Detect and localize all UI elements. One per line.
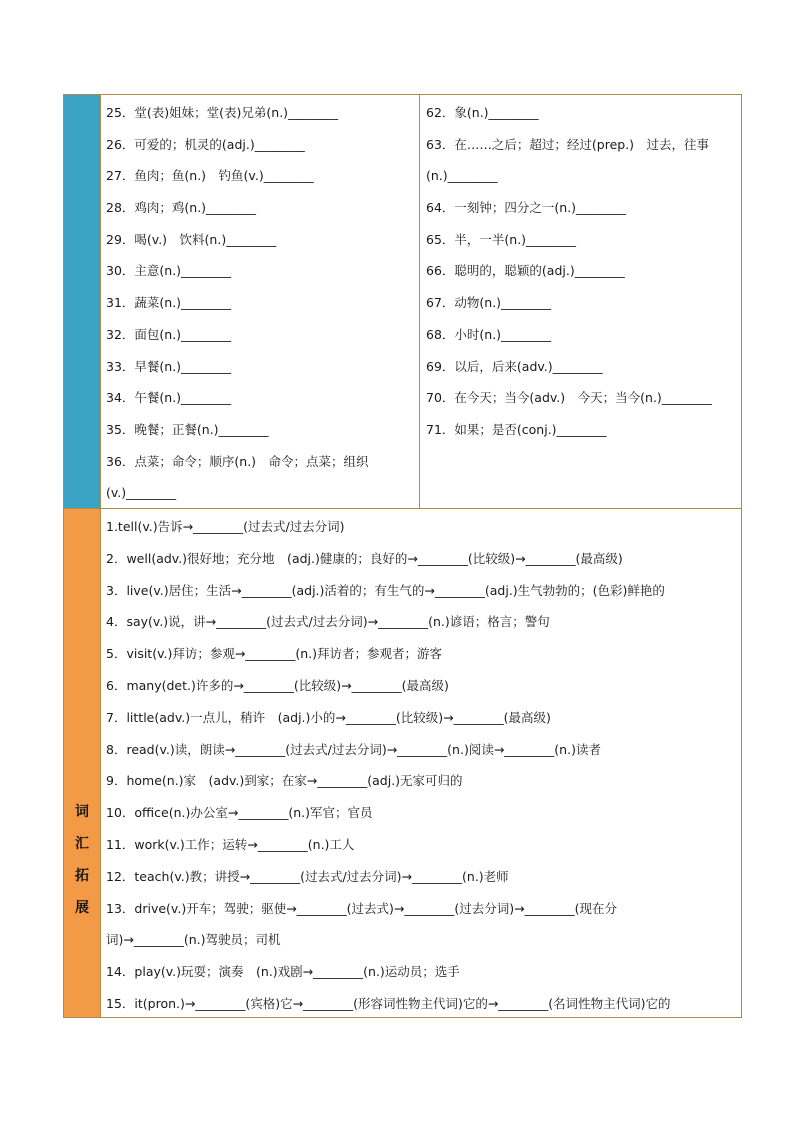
expansion-item: 14．play(v.)玩耍；演奏 (n.)戏剧→________(n.)运动员；选手: [106, 964, 460, 980]
word-item: 32．面包(n.)________: [106, 326, 232, 342]
word-expansion-list: [106, 511, 738, 1020]
expansion-item: 3．live(v.)居住；生活→________(adj.)活着的；有生气的→________(adj.)生气勃勃的；(色彩)鲜艳的: [106, 582, 665, 598]
expansion-item: 1.tell(v.)告诉→________(过去式/过去分词): [106, 519, 345, 534]
word-item-continuation: (n.)________: [426, 168, 498, 184]
word-item: 36．点菜；命令；顺序(n.) 命令；点菜；组织: [106, 453, 369, 469]
expansion-item-continuation: 词)→________(n.)驾驶员；司机: [106, 932, 281, 948]
expansion-item: 5．visit(v.)拜访；参观→________(n.)拜访者；参观者；游客: [106, 646, 442, 662]
word-item: 35．晚餐；正餐(n.)________: [106, 421, 269, 437]
expansion-item: 6．many(det.)许多的→________(比较级)→________(最高级): [106, 677, 449, 693]
expansion-item: 4．say(v.)说，讲→________(过去式/过去分词)→________(n.)谚语；格言；警句: [106, 614, 550, 630]
word-item: 31．蔬菜(n.)________: [106, 295, 232, 311]
word-item: 27．鱼肉；鱼(n.) 钓鱼(v.)________: [106, 168, 314, 184]
word-item-continuation: (v.)________: [106, 485, 177, 501]
word-item: 62．象(n.)________: [426, 105, 539, 120]
word-item: 67．动物(n.)________: [426, 295, 552, 311]
word-item: 65．半，一半(n.)________: [426, 231, 577, 247]
section-band-top: [64, 95, 100, 508]
word-item: 34．午餐(n.)________: [106, 390, 232, 406]
word-item: 71．如果；是否(conj.)________: [426, 421, 607, 437]
vocabulary-table: [63, 94, 742, 1018]
word-item: 63．在……之后；超过；经过(prep.) 过去，往事: [426, 136, 710, 152]
section-label-vocab-expansion: [64, 796, 100, 924]
divider: [100, 95, 101, 1017]
word-item: 26．可爱的；机灵的(adj.)________: [106, 136, 305, 152]
section-label-char: 汇: [75, 836, 89, 852]
word-list-left: [106, 97, 414, 509]
word-item: 70．在今天；当今(adv.) 今天；当今(n.)________: [426, 390, 712, 406]
expansion-item: 13．drive(v.)开车；驾驶；驱使→________(过去式)→________(过去分词)→________(现在分: [106, 900, 617, 916]
expansion-item: 11．work(v.)工作；运转→________(n.)工人: [106, 836, 355, 852]
word-item: 68．小时(n.)________: [426, 326, 552, 342]
word-list-right: [426, 97, 740, 446]
expansion-item: 12．teach(v.)教；讲授→________(过去式/过去分词)→________(n.)老师: [106, 868, 509, 884]
word-item: 28．鸡肉；鸡(n.)________: [106, 200, 257, 216]
expansion-item: 8．read(v.)读，朗读→________(过去式/过去分词)→________(n.)阅读→________(n.)读者: [106, 741, 601, 757]
word-item: 64．一刻钟；四分之一(n.)________: [426, 200, 627, 216]
expansion-item: 2．well(adv.)很好地；充分地 (adj.)健康的；良好的→________(比较级)→________(最高级): [106, 550, 623, 566]
expansion-item: 15．it(pron.)→________(宾格)它→________(形容词性物主代词)它的→________(名词性物主代词)它的: [106, 995, 671, 1011]
section-label-char: 展: [75, 900, 89, 916]
section-label-char: 词: [75, 804, 89, 820]
expansion-item: 9．home(n.)家 (adv.)到家；在家→________(adj.)无家可归的: [106, 773, 463, 789]
word-item: 33．早餐(n.)________: [106, 358, 232, 374]
expansion-item: 7．little(adv.)一点儿，稍许 (adj.)小的→________(比较级)→________(最高级): [106, 709, 551, 725]
divider: [419, 95, 420, 508]
word-item: 69．以后，后来(adv.)________: [426, 358, 603, 374]
word-item: 30．主意(n.)________: [106, 263, 232, 279]
word-item: 25．堂(表)姐妹；堂(表)兄弟(n.)________: [106, 105, 339, 120]
word-item: 29．喝(v.) 饮料(n.)________: [106, 231, 277, 247]
word-item: 66．聪明的，聪颖的(adj.)________: [426, 263, 625, 279]
expansion-item: 10．office(n.)办公室→________(n.)军官；官员: [106, 805, 373, 821]
section-band-vocab-expansion: [64, 508, 100, 1017]
section-label-char: 拓: [75, 868, 89, 884]
